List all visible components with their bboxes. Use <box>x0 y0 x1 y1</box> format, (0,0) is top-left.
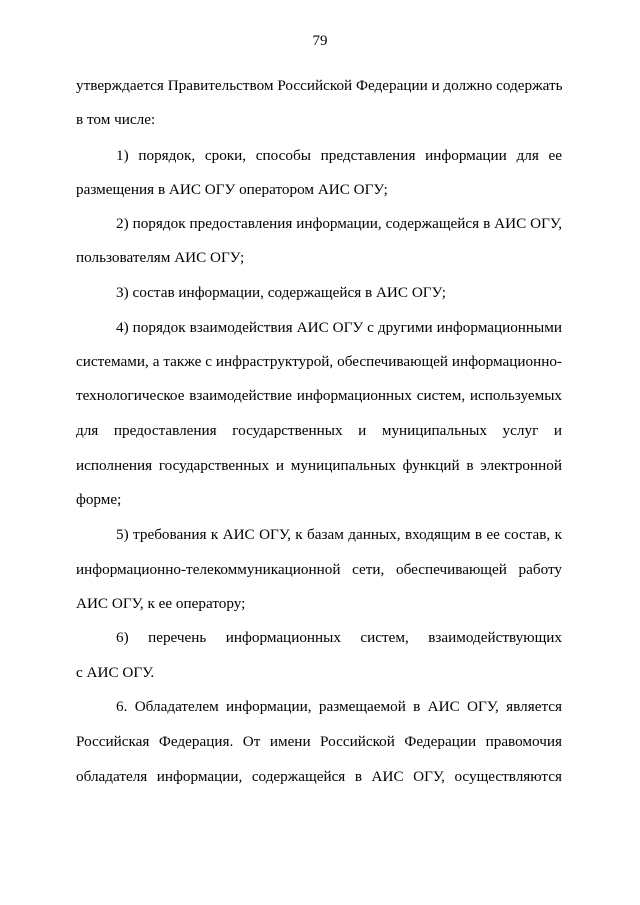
text-line: АИС ОГУ, к ее оператору; <box>76 595 246 612</box>
text-line: исполнения государственных и муниципальных функций в электронной <box>76 457 562 474</box>
text-line: информационно-телекоммуникационной сети, обеспечивающей работу <box>76 561 562 578</box>
text-line: для предоставления государственных и муниципальных услуг и <box>76 422 562 439</box>
text-line: форме; <box>76 491 122 508</box>
text-line: размещения в АИС ОГУ оператором АИС ОГУ; <box>76 181 388 198</box>
text-line: 4) порядок взаимодействия АИС ОГУ с другими информационными <box>116 319 562 336</box>
text-line: 3) состав информации, содержащейся в АИС ОГУ; <box>116 284 446 301</box>
text-line: 1) порядок, сроки, способы представления информации для ее <box>116 147 562 164</box>
text-line: обладателя информации, содержащейся в АИС ОГУ, осуществляются <box>76 768 562 785</box>
text-line: 6) перечень информационных систем, взаимодействующих <box>116 629 562 646</box>
text-line: в том числе: <box>76 111 156 128</box>
text-line: 5) требования к АИС ОГУ, к базам данных, входящим в ее состав, к <box>116 526 562 543</box>
text-line: с АИС ОГУ. <box>76 664 155 681</box>
text-line: 6. Обладателем информации, размещаемой в АИС ОГУ, является <box>116 698 562 715</box>
page-number: 79 <box>312 33 328 49</box>
text-line: системами, а также с инфраструктурой, обеспечивающей информационно- <box>76 353 562 370</box>
text-line: утверждается Правительством Российской Федерации и должно содержать <box>76 77 563 94</box>
text-line: Российская Федерация. От имени Российской Федерации правомочия <box>76 733 562 750</box>
text-line: пользователям АИС ОГУ; <box>76 249 245 266</box>
text-line: 2) порядок предоставления информации, содержащейся в АИС ОГУ, <box>116 215 562 232</box>
text-line: технологическое взаимодействие информационных систем, используемых <box>76 387 562 404</box>
